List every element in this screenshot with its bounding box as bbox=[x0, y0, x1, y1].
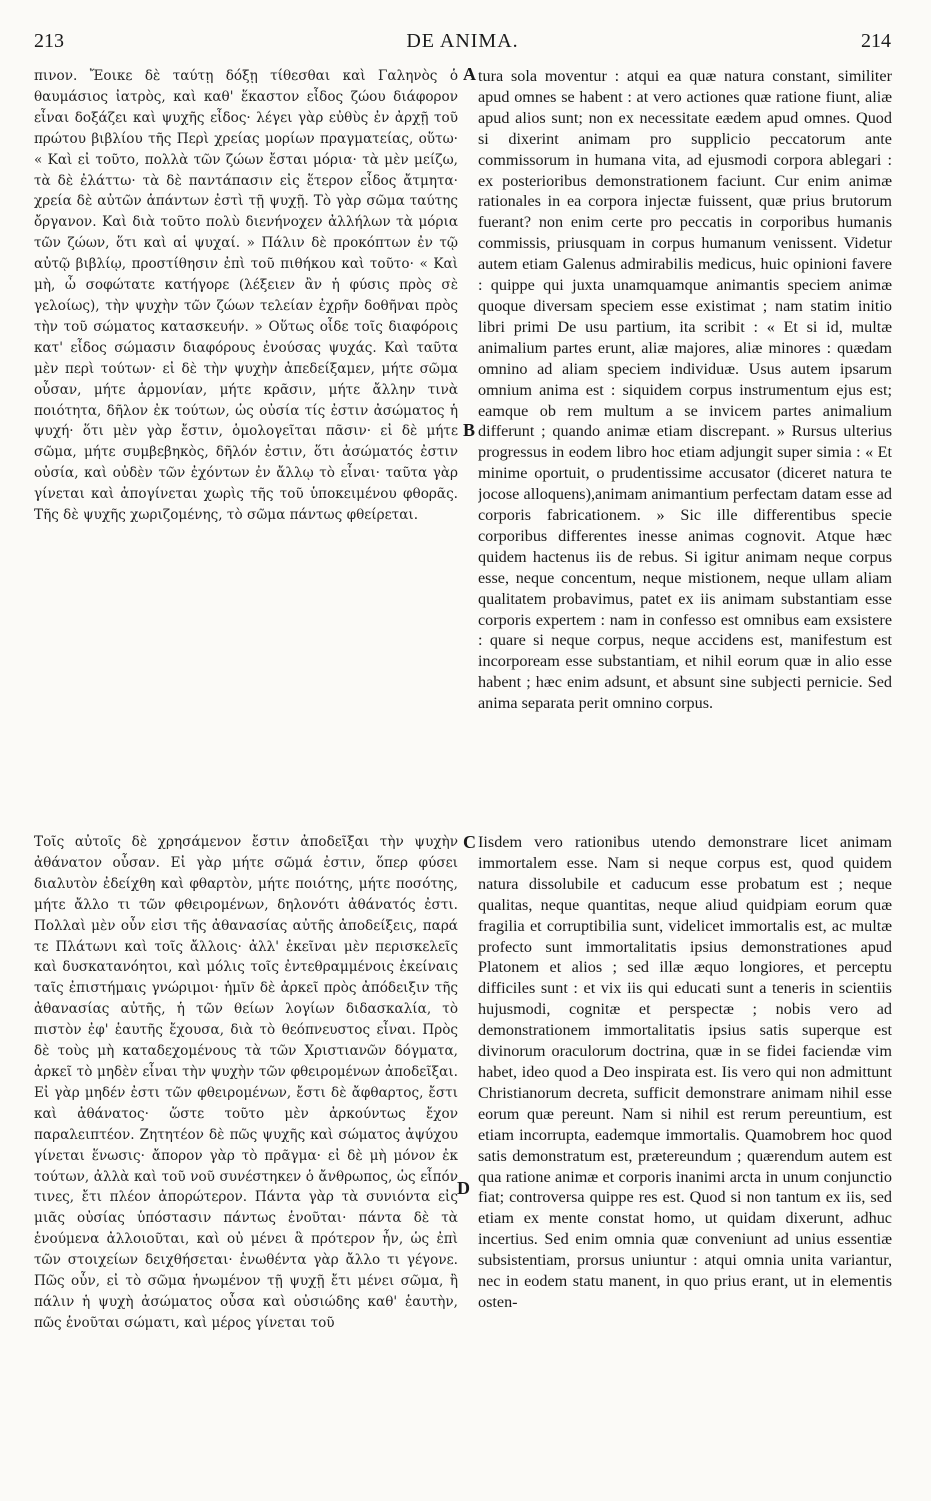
greek-column-section1 bbox=[34, 66, 458, 660]
margin-marker-d: D bbox=[457, 1178, 470, 1198]
latin-column-section1 bbox=[478, 66, 892, 829]
margin-marker-a: A bbox=[463, 64, 476, 84]
greek-text-section2: Τοῖς αὐτοῖς δὲ χρησάμενον ἔστιν ἀποδεῖξαι τὴν ψυχὴν ἀθάνατον οὖσαν. Εἰ γὰρ μήτε σῶμά ἐστιν, ὅπερ φύσει διαλυτὸν ἐδείχθη καὶ φθαρτὸν, μήτε ποιότης, μήτε ποσότης, μήτε ἄλλο τι τῶν φθειρομένων, δηλονότι ἀθάνατός ἐστι. Πολλαὶ μὲν οὖν εἰσι τῆς ἀθανασίας αὐτῆς ἀποδείξεις, παρά τε Πλάτωνι καὶ τοῖς ἄλλοις· ἀλλ' ἐκεῖναι μὲν περισκελεῖς καὶ δυσκατανόητοι, καὶ μόλις τοῖς ἐντεθραμμένοις ἐκείναις ταῖς ἐπιστήμαις γνώριμοι· ἡμῖν δὲ ἀρκεῖ πρὸς ἀπόδειξιν τῆς ἀθανασίας αὐτῆς, ἡ τῶν θείων λογίων διδασκαλία, τὸ πιστὸν ἐφ' ἑαυτῆς ἔχουσα, διὰ τὸ θεόπνευστος εἶναι. Πρὸς δὲ τοὺς μὴ καταδεχομένους τὰ τῶν Χριστιανῶν δόγματα, ἀρκεῖ τὸ μηδὲν εἶναι τὴν ψυχὴν τῶν φθειρομένων ἀποδεῖξαι. Εἰ γὰρ μηδέν ἐστι τῶν φθειρομένων, ἔστι δὲ ἄφθαρτος, ἔστι καὶ ἀθάνατος· ὥστε τοῦτο μὲν ἀρκούντως ἔχον παραλειπτέον. Ζητητέον δὲ πῶς ψυχῆς καὶ σώματος ἀψύχου γίνεται ἕνωσις· ἄπορον γὰρ τὸ πρᾶγμα· εἰ δὲ μὴ μόνον ἐκ τούτων, ἀλλὰ καὶ τοῦ νοῦ συνέστηκεν ὁ ἄνθρωπος, ὡς εἶπόν τινες, ἔτι πλέον ἀπορώτερον. Πάντα γὰρ τὰ συνιόντα εἰς μιᾶς οὐσίας ὑπόστασιν πάντως ἑνοῦται· πάντα δὲ τὰ ἑνούμενα ἀλλοιοῦται, καὶ οὐ μένει ἃ πρότερον ἦν, ὡς ἐπὶ τῶν στοιχείων δειχθήσεται· ἑνωθέντα γὰρ ἄλλο τι γέγονε. Πῶς οὖν, εἰ τὸ σῶμα ἡνωμένον τῇ ψυχῇ ἔτι μένει σῶμα, ἢ πάλιν ἡ ψυχὴ ἀσώματος οὖσα καὶ οὐσιώδης καθ' ἑαυτὴν, πῶς ἑνοῦται σώματι, καὶ μέρος γίνεται τοῦ bbox=[34, 834, 458, 1331]
running-header bbox=[34, 30, 891, 54]
running-title: DE ANIMA. bbox=[406, 30, 519, 52]
latin-text-section2: Iisdem vero rationibus utendo demonstrare licet animam immortalem esse. Nam si neque corpus est, quod quidem natura dissolubile et caducum esse probatum est ; neque qualitas, neque quantitas, neque aliud quidpiam eorum quæ fragilia et corruptibilia sunt, videlicet immortalis est, ac multæ profecto sunt immortalitatis ipsius demonstrationes apud Platonem et alios ; sed illæ æquo longiores, et perceptu difficiles sunt : et vix iis qui educati sunt a teneris in scientiis hujusmodi, cognitæ et perspectæ ; nobis vero ad demonstrationem immortalitatis ipsius satis superque est divinorum oraculorum doctrina, quæ in se fidei faciendæ vim habet, ideo quod a Deo inspirata est. Iis vero qui non admittunt Christianorum decreta, sufficit demonstrare animam nihil esse eorum quæ pereunt. Nam si nihil est rerum pereuntium, est etiam incorrupta, eademque immortalis. Quamobrem hoc quod satis demonstratum est, prætereundum ; quærendum autem est qua ratione animæ et corporis inanimi arcta in unum conjunctio fiat; controversa quippe res est. Quod si non tantum ex iis, sed etiam ex mente constat homo, ut quidam dixerunt, adhuc incertius. Sed enim omnia quæ conveniunt ad unius essentiæ subsistentiam, prorsus uniuntur : atqui omnia unita variantur, nec in eodem statu manent, in quo prius erant, ut in elementis osten- bbox=[478, 833, 892, 1311]
left-page-number: 213 bbox=[34, 30, 64, 52]
right-page-number: 214 bbox=[861, 30, 891, 52]
greek-column-section2 bbox=[34, 832, 458, 1492]
greek-text-section1: πινον. Ἔοικε δὲ ταύτῃ δόξῃ τίθεσθαι καὶ Γαληνὸς ὁ θαυμάσιος ἰατρὸς, καὶ καθ' ἕκαστον εἶδος ζώου διάφορον εἶναι δοξάζει καὶ ψυχῆς εἶδος· λέγει γὰρ εὐθὺς ἐν ἀρχῇ τοῦ πρώτου βιβλίου τῆς Περὶ χρείας μορίων πραγματείας, οὕτω· « Καὶ εἰ τοῦτο, πολλὰ τῶν ζώων ἔσται μόρια· τὰ μὲν μείζω, τὰ δὲ ἐλάττω· τὰ δὲ παντάπασιν εἰς ἕτερον εἶδος ἄτμητα· χρεία δὲ αὐτῶν ἁπάντων ἐστὶ τῇ ψυχῇ. Τὸ γὰρ σῶμα ταύτης ὄργανον. Καὶ διὰ τοῦτο πολὺ διενήνοχεν ἀλλήλων τὰ μόρια τῶν ζώων, ὅτι καὶ αἱ ψυχαί. » Πάλιν δὲ προκόπτων ἐν τῷ αὐτῷ βιβλίῳ, προστίθησιν ἐπὶ τοῦ πιθήκου καὶ τοῦτο· « Καὶ μὴ, ὦ σοφώτατε κατήγορε (λέξειεν ἂν ἡ φύσις πρὸς σὲ γελοίως), τὴν ψυχὴν τῶν ζώων τελείαν ἐχρῆν δοθῆναι πρὸς τὴν τοῦ σώματος κατασκευήν. » Οὕτως οἶδε τοῖς διαφόροις κατ' εἶδος σώμασιν διαφόρους ἐνούσας ψυχάς. Καὶ ταῦτα μὲν περὶ τούτων· εἰ δὲ τὴν ψυχὴν ἀπεδείξαμεν, μήτε σῶμα οὖσαν, μήτε ἁρμονίαν, μήτε κρᾶσιν, μήτε ἄλλην τινὰ ποιότητα, δῆλον ἐκ τούτων, ὡς οὐσία τίς ἐστιν ἀσώματος ἡ ψυχή· ὅτι μὲν γὰρ ἔστιν, ὁμολογεῖται πᾶσιν· εἰ δὲ μήτε σῶμα, μήτε συμβεβηκὸς, δῆλόν ἐστιν, ὅτι ἀσώματός ἐστιν οὐσία, καὶ οὐδὲν τῶν ἐχόντων ἐν ἄλλῳ τὸ εἶναι· ταῦτα γὰρ γίνεται καὶ ἀπογίνεται χωρὶς τῆς τοῦ ὑποκειμένου φθορᾶς. Τῆς δὲ ψυχῆς χωριζομένης, τὸ σῶμα πάντως φθείρεται. bbox=[34, 68, 458, 524]
latin-column-section2 bbox=[478, 832, 892, 1492]
margin-marker-b: B bbox=[463, 420, 476, 440]
latin-text-section1: tura sola moventur : atqui ea quæ natura constant, similiter apud omnes se habent : at vero actiones quæ ratione fiunt, aliæ apud alios sunt; non ex necessitate eædem apud omnes. Quod si dixerint animam pro supplicio peccatorum ante commissorum in humana vita, ad ejusmodi corpora ablegari : ex posterioribus demonstrationem faciunt. Cur enim animæ rationales in ea corpora injectæ fuissent, quæ prius brutorum fuerant? non enim certe pro peccatis in corporibus humanis commissis, priusquam in corpus humanum venissent. Videtur autem etiam Galenus admirabilis medicus, huic opinioni favere : quippe qui juxta unamquamque animantis speciem animæ quoque diversam speciem esse existimat ; nam statim initio libri primi De usu partium, ita scribit : « Et si id, multæ animalium partes erunt, aliæ majores, aliæ minores : quædam omnino ad aliam speciem individuæ. Usus autem ipsarum omnium anima est : siquidem corpus instrumentum ejus est; eamque ob rem multum a se invicem partes animalium differunt ; quando animæ etiam discrepant. » Rursus ulterius progressus in eodem libro hoc etiam adjungit super simia : « Et minime oportuit, o prudentissime accusator (diceret natura te jocose alloquens),animam animantium perfectam datam esse ad corporis fabricationem. » Sic ille differentibus specie corporibus differentes inesse animas cognovit. Atque hæc quidem hactenus iis de rebus. Si igitur animam neque corpus esse, neque concentum, neque mistionem, neque ullam aliam qualitatem probavimus, patet ex iis animam substantiam esse corporis expertem : nam in confesso est omnibus eam exsistere : quare si neque corpus, neque accidens est, manifestum est incorpoream esse substantiam, et nihil eorum quæ in alio esse habent ; hæc enim adsunt, et absunt sine subjecti pernicie. Sed anima separata perit omnino corpus. bbox=[478, 67, 892, 713]
margin-marker-c: C bbox=[463, 832, 476, 852]
